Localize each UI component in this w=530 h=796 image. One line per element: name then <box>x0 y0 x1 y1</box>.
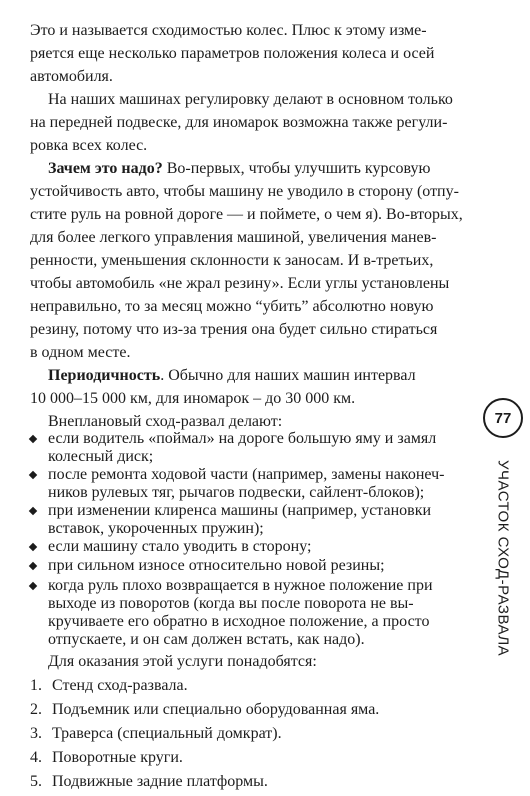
bullet-line: после ремонта ходовой части (например, замены наконеч- <box>48 466 445 483</box>
paragraph-line: автомобиля. <box>30 68 113 85</box>
list-number: 3. <box>30 725 42 742</box>
bullet-diamond-icon <box>29 507 37 515</box>
list-item: Стенд сход-развала. <box>52 677 188 694</box>
bullet-diamond-icon <box>29 435 37 443</box>
paragraph-line: Это и называется сходимостью колес. Плюс к этому изме- <box>30 22 427 39</box>
bullet-line: кручиваете его обратно в исходное положение, а просто <box>48 613 430 630</box>
list-number: 4. <box>30 749 42 766</box>
paragraph-line: Для оказания этой услуги понадобятся: <box>48 653 317 670</box>
paragraph-line <box>48 158 431 180</box>
paragraph-line: чтобы автомобиль «не жрал резину». Если углы установлены <box>30 275 450 292</box>
bullet-line: выходе из поворотов (когда вы после поворота не вы- <box>48 595 414 612</box>
paragraph-text: . Обычно для наших машин интервал <box>160 367 416 384</box>
bullet-line: колесный диск; <box>48 448 154 465</box>
bullet-line: вставок, укороченных пружин); <box>48 520 264 537</box>
bullet-line: отпускаете, и он сам должен встать, как надо). <box>48 631 365 648</box>
list-item: Подвижные задние платформы. <box>52 773 268 790</box>
paragraph-line: неправильно, то за месяц можно “убить” абсолютно новую <box>30 298 434 315</box>
page-number-text: 77 <box>494 409 512 427</box>
running-head-text: УЧАСТОК СХОД-РАЗВАЛА <box>494 460 512 657</box>
bullet-diamond-icon <box>29 562 37 570</box>
list-number: 2. <box>30 701 42 718</box>
bullet-line: если машину стало уводить в сторону; <box>48 538 312 555</box>
bullet-diamond-icon <box>29 471 37 479</box>
paragraph-lead: Периодичность <box>48 367 161 384</box>
paragraph-line: резину, потому что из-за трения она будет сильно стираться <box>30 321 438 338</box>
list-item: Траверса (специальный домкрат). <box>52 725 282 742</box>
paragraph-line: для более легкого управления машиной, увеличения манев- <box>30 229 437 246</box>
bullet-diamond-icon <box>29 543 37 551</box>
bullet-line: ников рулевых тяг, рычагов подвески, сайлент-блоков); <box>48 484 425 501</box>
running-head <box>488 460 518 660</box>
list-item: Подъемник или специально оборудованная яма. <box>52 701 380 718</box>
paragraph-line: устойчивость авто, чтобы машину не уводило в сторону (отпу- <box>30 183 459 200</box>
list-number: 5. <box>30 773 42 790</box>
bullet-line: если водитель «поймал» на дороге большую яму и замял <box>48 430 437 447</box>
paragraph-line <box>48 365 416 387</box>
paragraph-line: ровка всех колес. <box>30 137 148 154</box>
paragraph-text: Во-первых, чтобы улучшить курсовую <box>162 160 431 177</box>
list-item: Поворотные круги. <box>52 749 183 766</box>
paragraph-line: На наших машинах регулировку делают в основном только <box>48 91 453 108</box>
bullet-diamond-icon <box>29 582 37 590</box>
page-number <box>483 398 523 438</box>
paragraph-line: ряется еще несколько параметров положения колеса и осей <box>30 45 435 62</box>
paragraph-line: ренности, уменьшения склонности к заносам. И в-третьих, <box>30 252 434 269</box>
bullet-line: когда руль плохо возвращается в нужное положение при <box>48 577 433 594</box>
paragraph-lead: Зачем это надо? <box>48 160 163 177</box>
paragraph-line: 10 000–15 000 км, для иномарок – до 30 000 км. <box>30 390 356 407</box>
bullet-line: при сильном износе относительно новой резины; <box>48 557 385 574</box>
paragraph-line: на передней подвеске, для иномарок возможна также регули- <box>30 114 448 131</box>
list-number: 1. <box>30 677 42 694</box>
paragraph-line: стите руль на ровной дороге — и поймете, о чем я). Во-вторых, <box>30 206 463 223</box>
paragraph-line: Внеплановый сход-развал делают: <box>48 413 283 430</box>
paragraph-line: в одном месте. <box>30 344 131 361</box>
bullet-line: при изменении клиренса машины (например, установки <box>48 502 432 519</box>
